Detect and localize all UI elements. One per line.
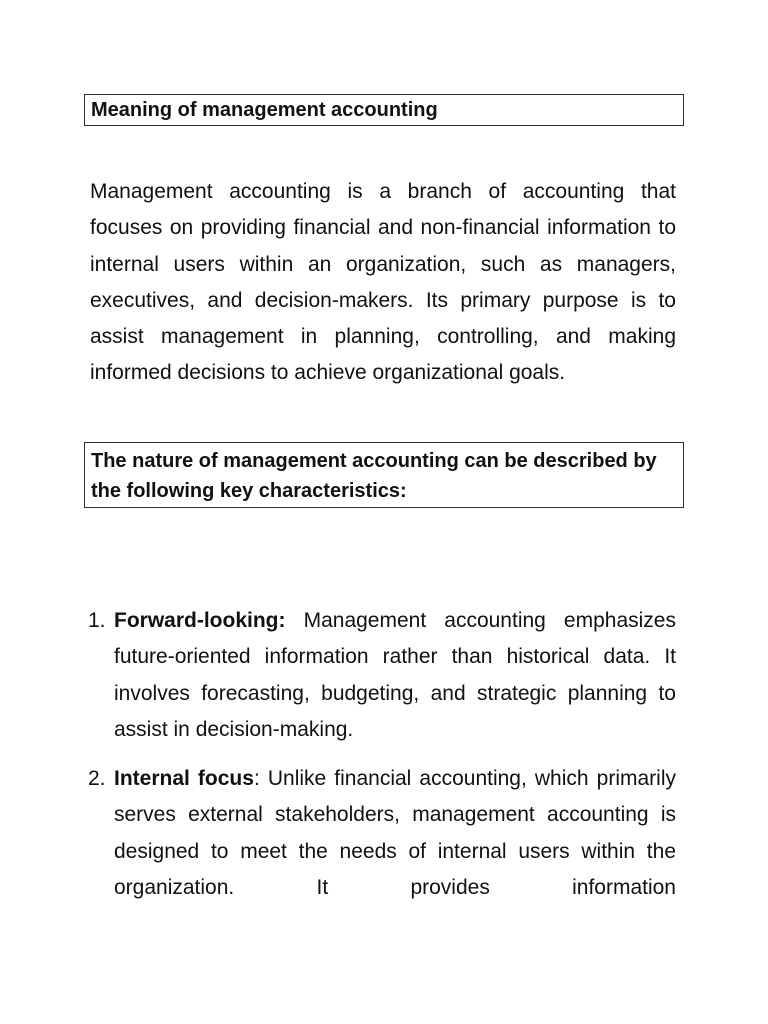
heading-nature-box (84, 442, 684, 508)
heading-nature: The nature of management accounting can be described by the following key characteristics: (91, 450, 657, 502)
list-item-text: Management accounting emphasizes future-oriented information rather than historical data. It involves forecasting, budgeting, and strategic planning to assist in decision-making. (114, 609, 676, 741)
list-item-term: Forward-looking: (114, 609, 286, 632)
list-item-body (114, 603, 676, 748)
heading-meaning: Meaning of management accounting (91, 99, 438, 121)
list-item-number: 2. (88, 767, 106, 790)
list-item-text: : Unlike financial accounting, which primarily serves external stakeholders, management accounting is designed to meet the needs of internal users within the organization. It provides information (114, 767, 676, 899)
paragraph-definition: Management accounting is a branch of accounting that focuses on providing financial and non-financial information to internal users within an organization, such as managers, executives, and decision-makers. Its primary purpose is to assist management in planning, controlling, and making informed decisions to achieve organizational goals. (90, 180, 676, 385)
list-item (90, 603, 676, 748)
heading-meaning-box (84, 94, 684, 126)
list-item-term: Internal focus (114, 767, 254, 790)
list-item-number: 1. (88, 609, 106, 632)
list-item-body (114, 761, 676, 906)
list-item (90, 761, 676, 906)
